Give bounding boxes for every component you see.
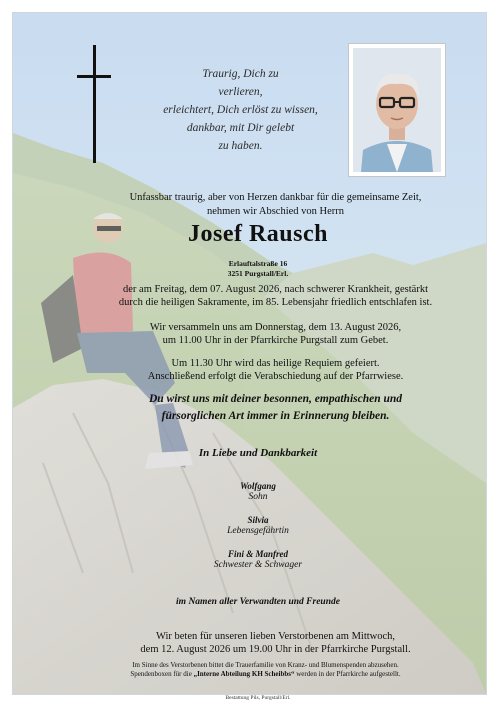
gathering-notice [103, 321, 448, 347]
relative-relation: Schwester & Schwager [213, 560, 303, 570]
donation-line: Im Sinne des Verstorbenen bittet die Trauerfamilie von Kranz- und Blumenspenden abzusehen. [132, 661, 399, 669]
requiem-line: Um 11.30 Uhr wird das heilige Requiem gefeiert. [171, 358, 380, 369]
on-behalf-line: im Namen aller Verwandten und Freunde [176, 597, 340, 607]
death-line: der am Freitag, dem 07. August 2026, nach schwerer Krankheit, gestärkt [123, 284, 428, 295]
memorial-quote [113, 391, 438, 425]
poem-line: verlieren, [218, 86, 263, 98]
relative-entry [163, 549, 353, 571]
death-notice [103, 283, 448, 309]
poem [153, 65, 328, 155]
gathering-line: um 11.00 Uhr in der Pfarrkirche Purgstall zum Gebet. [162, 335, 389, 346]
relative-relation: Lebensgefährtin [227, 526, 289, 536]
quote-line: Du wirst uns mit deiner besonnen, empathischen und [148, 393, 403, 405]
prayer-notice [103, 630, 448, 656]
intro-text [103, 191, 448, 218]
relative-entry [163, 515, 353, 537]
intro-line: Unfassbar traurig, aber von Herzen dankbar für die gemeinsame Zeit, [129, 192, 422, 203]
address-street: Erlauftalstraße 16 [228, 259, 288, 268]
prayer-line: dem 12. August 2026 um 19.00 Uhr in der Pfarrkirche Purgstall. [140, 644, 411, 655]
donation-line [73, 670, 458, 679]
poem-line: Traurig, Dich zu [202, 68, 279, 80]
undertaker-credit: Bestattung Pils, Purgstall/Erl. [225, 695, 291, 701]
donation-text: Spendenboxen für die [130, 670, 194, 678]
deceased-name: Josef Rausch [187, 221, 328, 247]
deceased-address [183, 259, 333, 278]
relative-relation: Sohn [248, 492, 268, 502]
prayer-line: Wir beten für unseren lieben Verstorbenen am Mittwoch, [155, 631, 396, 642]
love-line: In Liebe und Dankbarkeit [198, 447, 318, 459]
cross-icon [75, 45, 115, 165]
gathering-line: Wir versammeln uns am Donnerstag, dem 13. August 2026, [149, 322, 402, 333]
relative-name: Silvia [247, 515, 269, 525]
donation-note [73, 661, 458, 679]
donation-recipient: „Interne Abteilung KH Scheibbs“ [193, 670, 295, 678]
poem-line: dankbar, mit Dir gelebt [186, 122, 295, 134]
requiem-notice [103, 357, 448, 383]
poem-line: zu haben. [218, 140, 263, 152]
death-line: durch die heiligen Sakramente, im 85. Lebensjahr friedlich entschlafen ist. [118, 297, 433, 308]
requiem-line: Anschließend erfolgt die Verabschiedung auf der Pfarrwiese. [147, 371, 404, 382]
portrait-image [353, 48, 441, 172]
poem-line: erleichtert, Dich erlöst zu wissen, [163, 104, 318, 116]
donation-text: werden in der Pfarrkirche aufgestellt. [294, 670, 401, 678]
obituary-card [12, 12, 487, 701]
portrait-photo [348, 43, 446, 177]
intro-line: nehmen wir Abschied von Herrn [206, 205, 345, 217]
relative-name: Wolfgang [240, 481, 276, 491]
relative-name: Fini & Manfred [227, 549, 288, 559]
address-city: 3251 Purgstall/Erl. [227, 268, 289, 278]
quote-line: fürsorglichen Art immer in Erinnerung bleiben. [161, 410, 390, 422]
relative-entry [163, 481, 353, 503]
